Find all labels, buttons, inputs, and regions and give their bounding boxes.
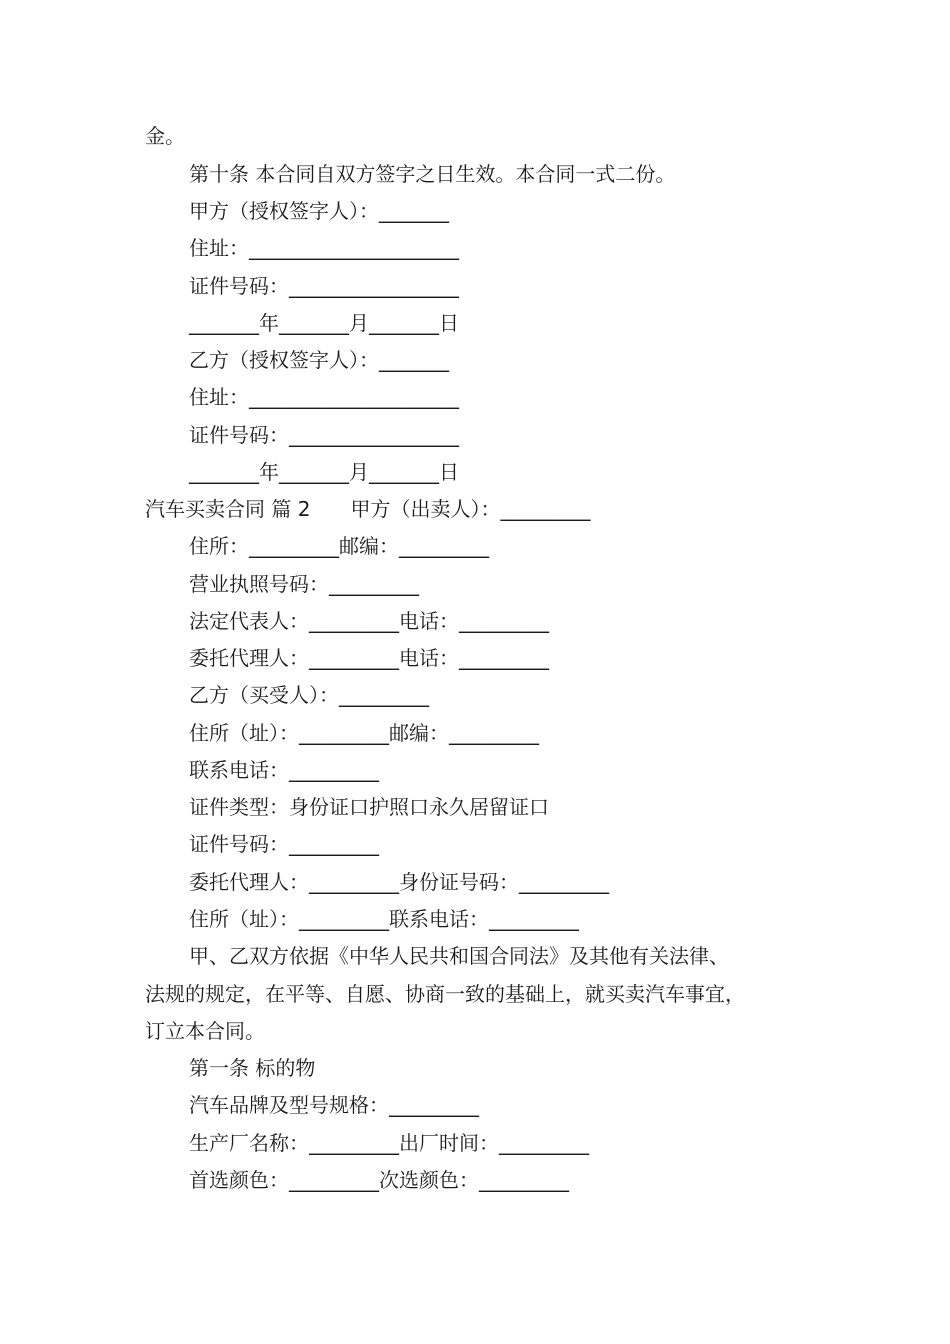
party-b-address: 住址：_____________________	[189, 385, 459, 409]
party-a-id: 证件号码：_________________	[189, 274, 459, 298]
manufacturer-date: 生产厂名称：_________出厂时间：_________	[189, 1131, 589, 1155]
buyer-heading: 乙方（买受人）：_________	[189, 683, 429, 707]
seller-agent: 委托代理人：_________电话：_________	[189, 646, 549, 670]
article-1-heading: 第一条 标的物	[189, 1056, 316, 1080]
party-a-signatory: 甲方（授权签字人）：_______	[189, 199, 449, 223]
seller-license: 营业执照号码：_________	[189, 572, 419, 596]
buyer-phone: 联系电话：_________	[189, 758, 379, 782]
buyer-id-type: 证件类型：身份证口护照口永久居留证口	[189, 795, 549, 819]
text-line-1: 金。	[145, 124, 185, 148]
buyer-agent: 委托代理人：_________身份证号码：_________	[189, 870, 609, 894]
buyer-agent-address: 住所（址）：_________联系电话：_________	[189, 907, 579, 931]
buyer-address: 住所（址）：_________邮编：_________	[189, 721, 539, 745]
preamble-line-2: 法规的规定，在平等、自愿、协商一致的基础上，就买卖汽车事宜，	[145, 982, 745, 1006]
party-a-address: 住址：_____________________	[189, 236, 459, 260]
article-10: 第十条 本合同自双方签字之日生效。本合同一式二份。	[189, 162, 676, 186]
buyer-id-number: 证件号码：_________	[189, 832, 379, 856]
party-b-date: _______年_______月_______日	[189, 460, 459, 484]
contract-2-heading: 汽车买卖合同 篇 2 甲方（出卖人）：_________	[145, 497, 591, 521]
seller-address: 住所：_________邮编：_________	[189, 534, 489, 558]
car-brand-model: 汽车品牌及型号规格：_________	[189, 1093, 479, 1117]
preamble-line-3: 订立本合同。	[145, 1019, 265, 1043]
color-choice: 首选颜色：_________次选颜色：_________	[189, 1168, 569, 1192]
party-a-date: _______年_______月_______日	[189, 311, 459, 335]
party-b-signatory: 乙方（授权签字人）：_______	[189, 348, 449, 372]
preamble-line-1: 甲、乙双方依据《中华人民共和国合同法》及其他有关法律、	[189, 944, 729, 968]
seller-legal-rep: 法定代表人：_________电话：_________	[189, 609, 549, 633]
party-b-id: 证件号码：_________________	[189, 423, 459, 447]
